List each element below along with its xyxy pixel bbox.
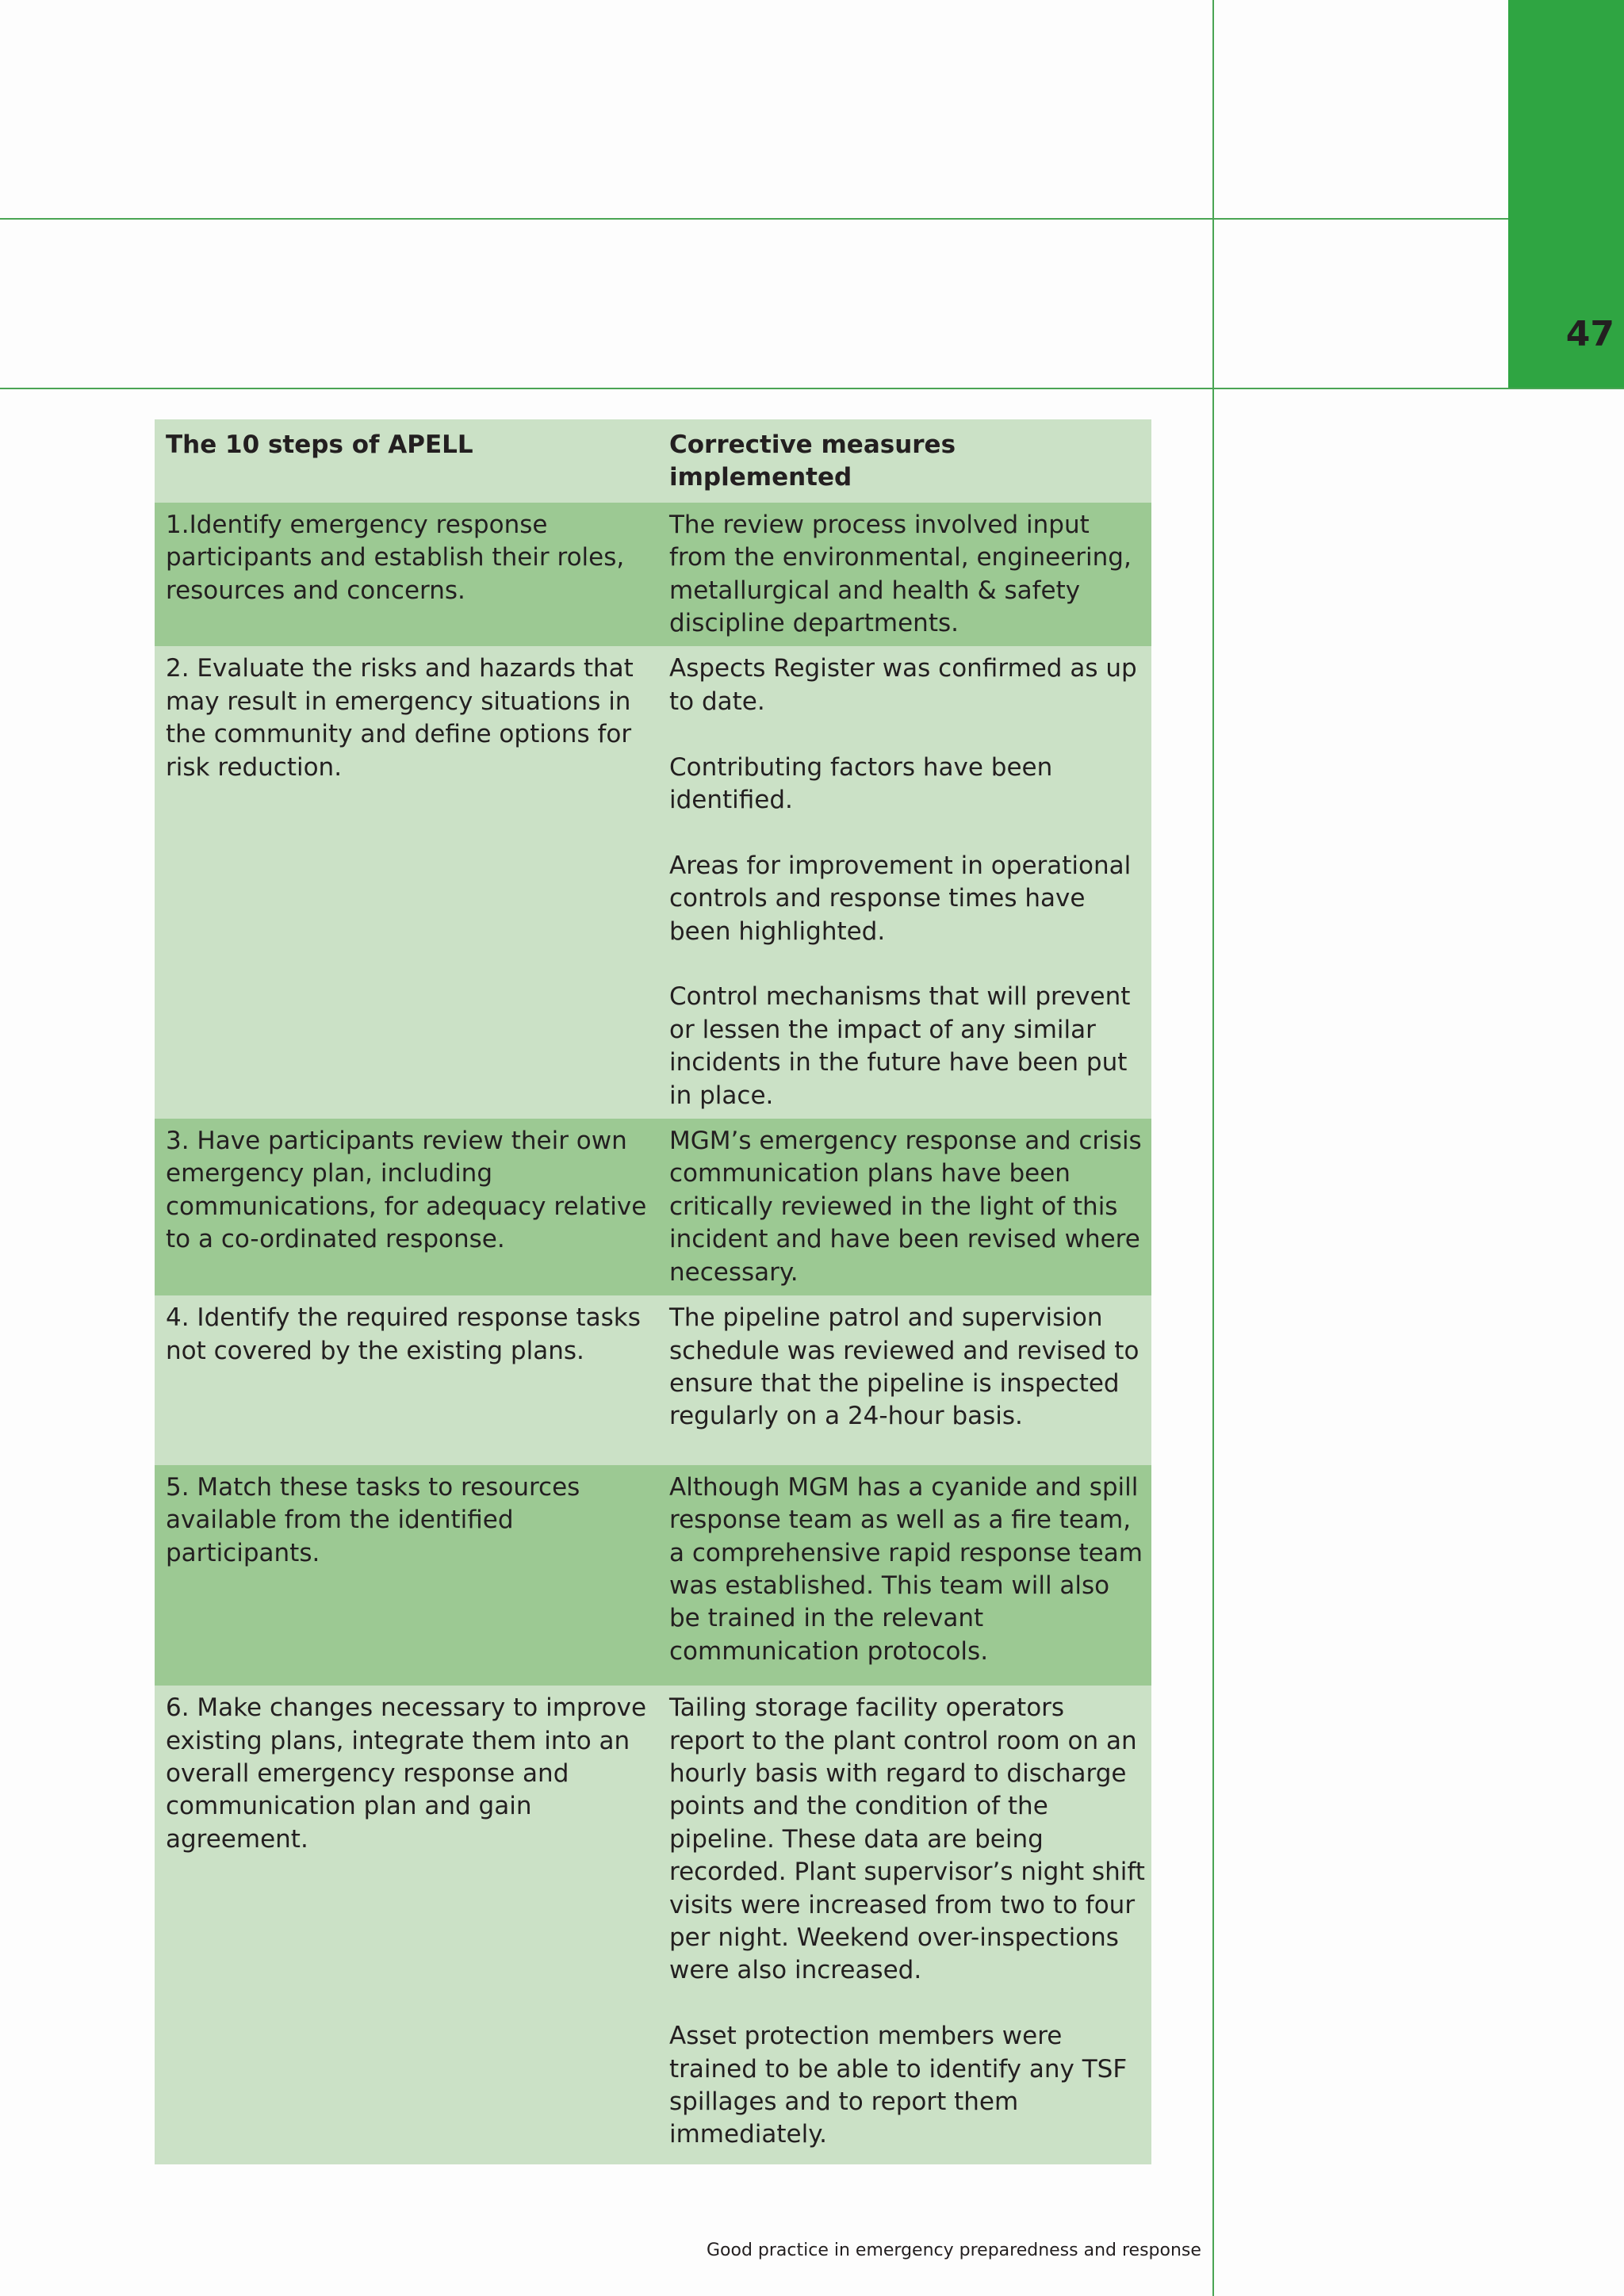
measure-text: Contributing factors have been identified. <box>669 752 1053 815</box>
table-row <box>155 646 1151 1119</box>
measures-cell <box>658 646 1151 1119</box>
table-row <box>155 1295 1151 1465</box>
measure-text: Control mechanisms that will prevent or lessen the impact of any similar incidents in the future have been put in place. <box>669 982 1131 1110</box>
measures-cell <box>658 1119 1151 1295</box>
measures-cell <box>658 503 1151 647</box>
column-header-measures: Corrective measures implemented <box>669 430 956 492</box>
table-row <box>155 503 1151 647</box>
measure-text: Areas for improvement in operational controls and response times have been highlighted. <box>669 851 1132 946</box>
table-row <box>155 1686 1151 2164</box>
table-row <box>155 1465 1151 1686</box>
table-row <box>155 1119 1151 1295</box>
column-header-steps: The 10 steps of APELL <box>166 430 473 459</box>
measures-cell <box>658 1686 1151 2164</box>
measure-text: MGM’s emergency response and crisis communication plans have been critically reviewed in the light of this incident and have been revised where necessary. <box>669 1127 1142 1287</box>
measure-text: Tailing storage facility operators report to the plant control room on an hourly basis with regard to discharge points and the condition of the pipeline. These data are being recorded. Plant supervisor’s night shift visits were increased from two to four per night. Weekend over-inspections were also increased. <box>669 1693 1145 1985</box>
step-cell: 4. Identify the required response tasks not covered by the existing plans. <box>166 1303 641 1365</box>
step-cell: 1.Identify emergency response participants and establish their roles, resources and concerns. <box>166 510 625 605</box>
measure-text: The pipeline patrol and supervision schedule was reviewed and revised to ensure that the pipeline is inspected regularly on a 24-hour basis. <box>669 1303 1139 1431</box>
measure-text: Aspects Register was confirmed as up to date. <box>669 654 1137 716</box>
step-cell: 3. Have participants review their own emergency plan, including communications, for adequacy relative to a co-ordinated response. <box>166 1127 647 1254</box>
horizontal-rule-header <box>0 388 1624 389</box>
apell-table <box>155 419 1151 2164</box>
step-cell: 2. Evaluate the risks and hazards that may result in emergency situations in the community and define options for risk reduction. <box>166 654 634 782</box>
page-footer: Good practice in emergency preparedness and response <box>707 2241 1201 2260</box>
page-number: 47 <box>1565 314 1614 354</box>
measure-text: The review process involved input from the environmental, engineering, metallurgical and health & safety discipline departments. <box>669 510 1132 638</box>
table-header-row <box>155 419 1151 503</box>
measure-text: Although MGM has a cyanide and spill response team as well as a fire team, a comprehensive rapid response team was established. This team will also be trained in the relevant communication protocols. <box>669 1472 1143 1666</box>
vertical-rule <box>1212 0 1214 2296</box>
measures-cell <box>658 1465 1151 1686</box>
measure-text: Asset protection members were trained to be able to identify any TSF spillages and to report them immediately. <box>669 2022 1128 2149</box>
measures-cell <box>658 1295 1151 1465</box>
step-cell: 5. Match these tasks to resources available from the identified participants. <box>166 1472 580 1567</box>
horizontal-rule-top <box>0 218 1508 220</box>
step-cell: 6. Make changes necessary to improve existing plans, integrate them into an overall emergency response and communication plan and gain agreement. <box>166 1693 647 1854</box>
